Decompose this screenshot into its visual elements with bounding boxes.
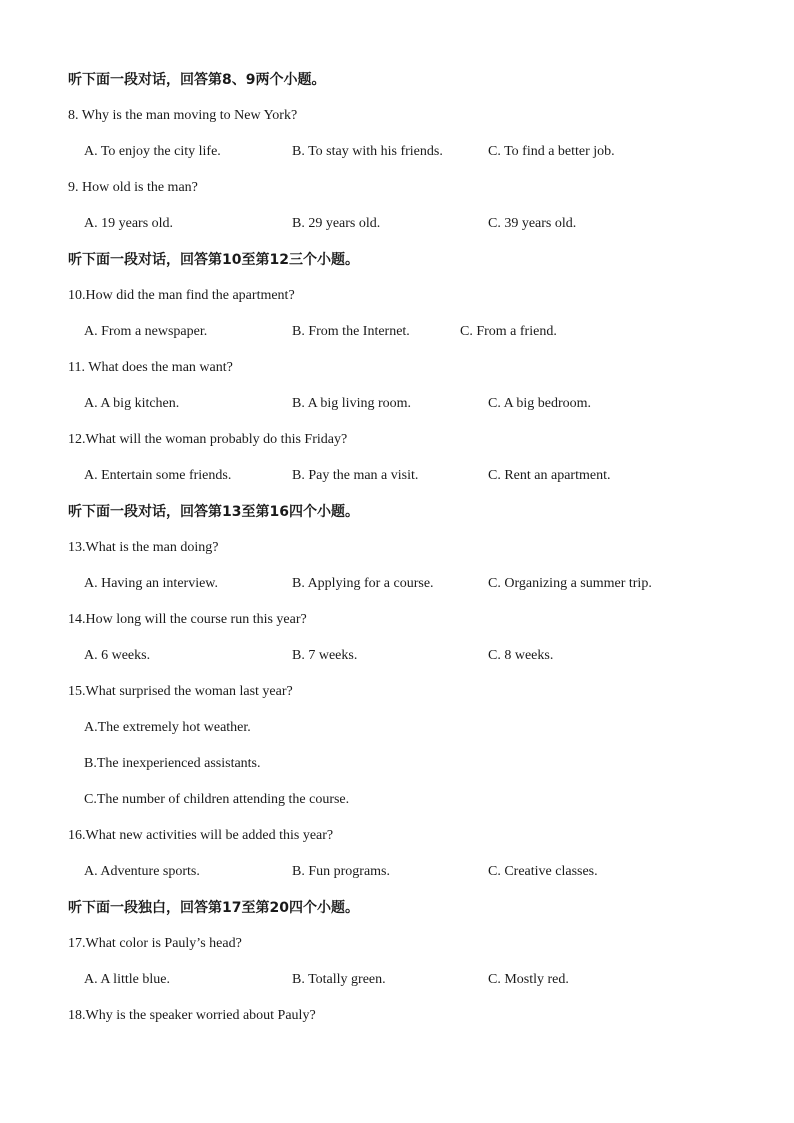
answer-option: C. Rent an apartment. xyxy=(488,468,611,483)
answer-option: A. Adventure sports. xyxy=(84,864,200,879)
answer-option: A. A big kitchen. xyxy=(84,396,180,411)
option-row xyxy=(0,646,794,666)
line-text: 13.What is the man doing? xyxy=(68,540,219,555)
line-text: A.The extremely hot weather. xyxy=(84,720,251,735)
answer-option: C. A big bedroom. xyxy=(488,396,592,411)
line-text: 12.What will the woman probably do this Friday? xyxy=(68,432,348,447)
line-text: 14.How long will the course run this year? xyxy=(68,612,307,627)
question-text xyxy=(0,1006,794,1026)
option-row xyxy=(0,214,794,234)
question-text xyxy=(0,934,794,954)
question-text xyxy=(0,610,794,630)
question-text xyxy=(0,682,794,702)
question-text xyxy=(0,106,794,126)
answer-option: C. 39 years old. xyxy=(488,216,577,231)
answer-option: C. 8 weeks. xyxy=(488,648,554,663)
line-text: 10.How did the man find the apartment? xyxy=(68,288,295,303)
answer-option: B. From the Internet. xyxy=(292,324,410,339)
line-text: 听下面一段对话，回答第13至第16四个小题。 xyxy=(68,504,359,520)
option-line xyxy=(0,790,794,810)
answer-option: C. Organizing a summer trip. xyxy=(488,576,652,591)
section-heading xyxy=(0,898,794,918)
answer-option: C. From a friend. xyxy=(460,324,557,339)
line-text: 听下面一段对话，回答第8、9两个小题。 xyxy=(68,72,326,88)
answer-option: A. Having an interview. xyxy=(84,576,218,591)
answer-option: A. 19 years old. xyxy=(84,216,174,231)
answer-option: C. Creative classes. xyxy=(488,864,598,879)
question-text xyxy=(0,286,794,306)
line-text: 17.What color is Pauly’s head? xyxy=(68,936,242,951)
line-text: 18.Why is the speaker worried about Pauly? xyxy=(68,1008,316,1023)
option-row xyxy=(0,394,794,414)
section-heading xyxy=(0,250,794,270)
answer-option: C. To find a better job. xyxy=(488,144,615,159)
answer-option: A. To enjoy the city life. xyxy=(84,144,221,159)
question-text xyxy=(0,430,794,450)
answer-option: B. 7 weeks. xyxy=(292,648,358,663)
answer-option: B. A big living room. xyxy=(292,396,412,411)
answer-option: B. Pay the man a visit. xyxy=(292,468,419,483)
line-text: 8. Why is the man moving to New York? xyxy=(68,108,298,123)
line-text: 听下面一段对话，回答第10至第12三个小题。 xyxy=(68,252,359,268)
section-heading xyxy=(0,502,794,522)
line-text: 11. What does the man want? xyxy=(68,360,233,375)
option-row xyxy=(0,142,794,162)
answer-option: A. Entertain some friends. xyxy=(84,468,232,483)
question-text xyxy=(0,178,794,198)
option-row xyxy=(0,862,794,882)
answer-option: B. Applying for a course. xyxy=(292,576,434,591)
option-row xyxy=(0,970,794,990)
line-text: 16.What new activities will be added this year? xyxy=(68,828,334,843)
question-text xyxy=(0,358,794,378)
answer-option: B. Totally green. xyxy=(292,972,386,987)
line-text: B.The inexperienced assistants. xyxy=(84,756,261,771)
line-text: C.The number of children attending the course. xyxy=(84,792,350,807)
question-text xyxy=(0,826,794,846)
line-text: 15.What surprised the woman last year? xyxy=(68,684,293,699)
section-heading xyxy=(0,70,794,90)
line-text: 9. How old is the man? xyxy=(68,180,198,195)
option-line xyxy=(0,754,794,774)
option-row xyxy=(0,574,794,594)
line-text: 听下面一段独白，回答第17至第20四个小题。 xyxy=(68,900,359,916)
answer-option: A. A little blue. xyxy=(84,972,170,987)
answer-option: B. To stay with his friends. xyxy=(292,144,443,159)
option-row xyxy=(0,466,794,486)
answer-option: A. 6 weeks. xyxy=(84,648,151,663)
answer-option: B. Fun programs. xyxy=(292,864,390,879)
question-text xyxy=(0,538,794,558)
answer-option: B. 29 years old. xyxy=(292,216,381,231)
option-row xyxy=(0,322,794,342)
option-line xyxy=(0,718,794,738)
answer-option: A. From a newspaper. xyxy=(84,324,208,339)
answer-option: C. Mostly red. xyxy=(488,972,569,987)
